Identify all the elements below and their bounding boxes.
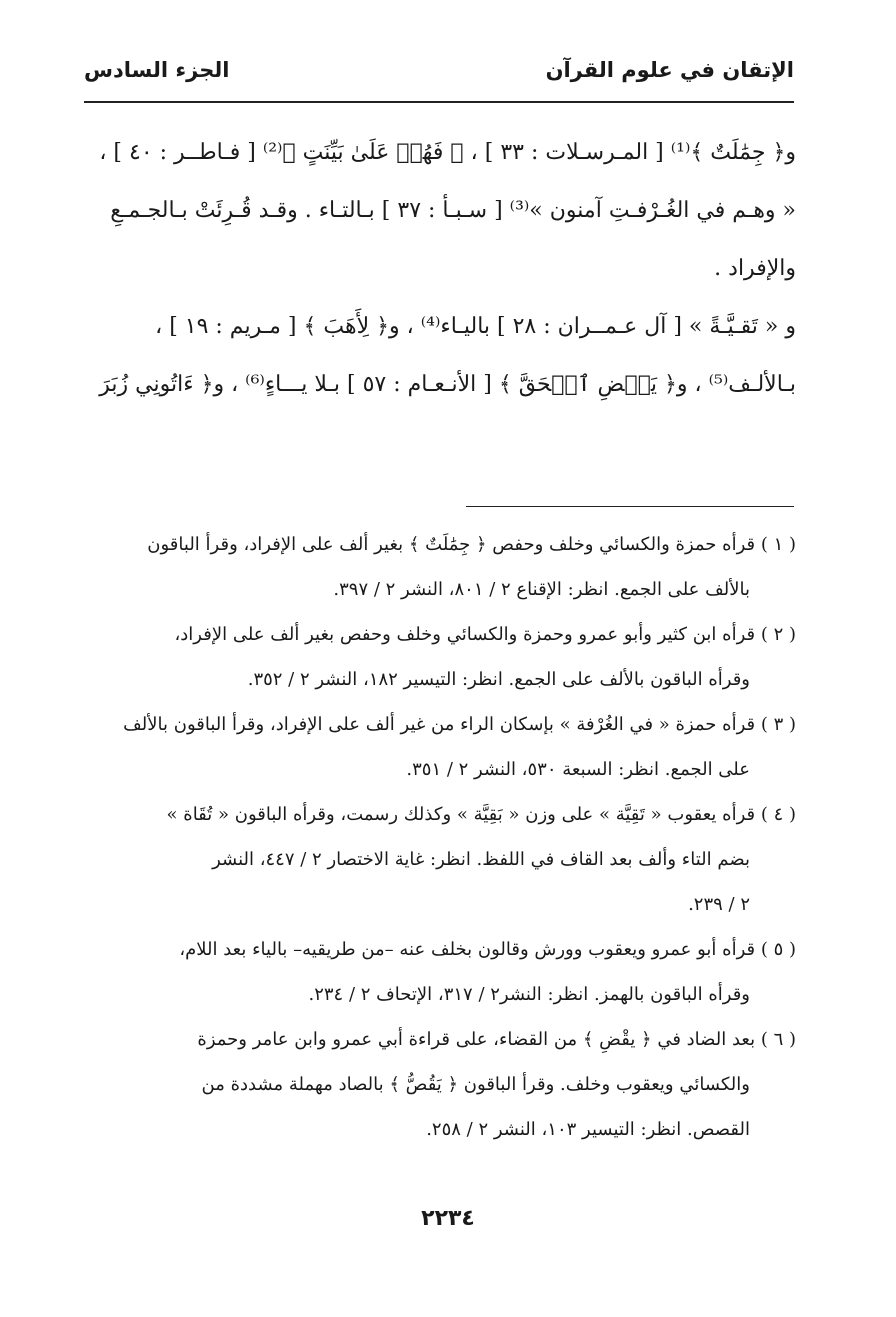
footnotes (84, 522, 796, 1152)
page-number: ٢٢٣٤ (421, 1206, 475, 1231)
footnote (84, 522, 796, 612)
footnote (84, 927, 796, 1017)
footnote (84, 612, 796, 702)
footnote (84, 1017, 796, 1152)
book-title: الإتقان في علوم القرآن (545, 58, 794, 82)
footnote (84, 792, 796, 927)
footnote-line: القصص. انظر: التيسير ١٠٣، النشر ٢ / ٢٥٨. (426, 1119, 750, 1140)
text-line: « وهـم في الغُـرْفـتِ آمنون »⁽³⁾ [ سـبـأ : ٣٧ ] بـالتـاء . وقـد قُـرِئَتْ بـالجـمـعِ (110, 198, 796, 223)
footnote-line: ( ١ ) قرأه حمزة والكسائي وخلف وحفص ﴿ جِمَٰلَتٌ ﴾ بغير ألف على الإفراد، وقرأ الباقون (147, 534, 796, 555)
footnote (84, 702, 796, 792)
main-text (84, 124, 796, 414)
text-line: و « تَقـيَّـةً » [ آل عـمــران : ٢٨ ] باليـاء⁽⁴⁾ ، و﴿ لِأَهَبَ ﴾ [ مـريم : ١٩ ] ، (155, 314, 796, 339)
footnote-line: على الجمع. انظر: السبعة ٥٣٠، النشر ٢ / ٣٥١. (406, 759, 750, 780)
text-line: و﴿ جِمَٰلَتٌ ﴾⁽¹⁾ [ المـرسـلات : ٣٣ ] ، ﴿ فَهُمۡ عَلَىٰ بَيِّنَتٍ ﴾⁽²⁾ [ فـاطــر : ٤٠ ] ، (99, 140, 796, 165)
volume-label: الجزء السادس (84, 58, 230, 82)
footnote-line: ( ٥ ) قرأه أبو عمرو ويعقوب وورش وقالون بخلف عنه –من طريقيه– بالياء بعد اللام، (179, 939, 796, 960)
running-header (84, 58, 794, 98)
footnote-line: بالألف على الجمع. انظر: الإقناع ٢ / ٨٠١، النشر ٢ / ٣٩٧. (333, 579, 750, 600)
footnote-line: ( ٢ ) قرأه ابن كثير وأبو عمرو وحمزة والكسائي وخلف وحفص بغير ألف على الإفراد، (174, 624, 796, 645)
text-line: بـالألـف⁽⁵⁾ ، و﴿ يَقۡضِ ٱلۡحَقَّ ﴾ [ الأنـعـام : ٥٧ ] بـلا يـــاءٍ⁽⁶⁾ ، و﴿ ءَاتُونِي زُبَرَ (99, 372, 796, 397)
footnote-line: والكسائي ويعقوب وخلف. وقرأ الباقون ﴿ يَقُصُّ ﴾ بالصاد مهملة مشددة من (201, 1074, 750, 1095)
footnote-line: ( ٣ ) قرأه حمزة « في الغُرْفة » بإسكان الراء من غير ألف على الإفراد، وقرأ الباقون بالألف (123, 714, 796, 735)
text-line: والإفراد . (714, 256, 796, 281)
footnote-line: ( ٦ ) بعد الضاد في ﴿ يقْضِ ﴾ من القضاء، على قراءة أبي عمرو وابن عامر وحمزة (197, 1029, 796, 1050)
footnote-line: وقرأه الباقون بالهمز. انظر: النشر٢ / ٣١٧، الإتحاف ٢ / ٢٣٤. (308, 984, 750, 1005)
footnote-line: وقرأه الباقون بالألف على الجمع. انظر: التيسير ١٨٢، النشر ٢ / ٣٥٢. (247, 669, 750, 690)
header-divider (84, 101, 794, 103)
footnote-line: بضم التاء وألف بعد القاف في اللفظ. انظر: غاية الاختصار ٢ / ٤٤٧، النشر (212, 849, 750, 870)
footnote-divider (466, 506, 794, 507)
footnote-line: ( ٤ ) قرأه يعقوب « تَقِيَّة » على وزن « بَقِيَّة » وكذلك رسمت، وقرأه الباقون « تُقَاة » (166, 804, 796, 825)
footnote-line: ٢ / ٢٣٩. (688, 894, 750, 915)
